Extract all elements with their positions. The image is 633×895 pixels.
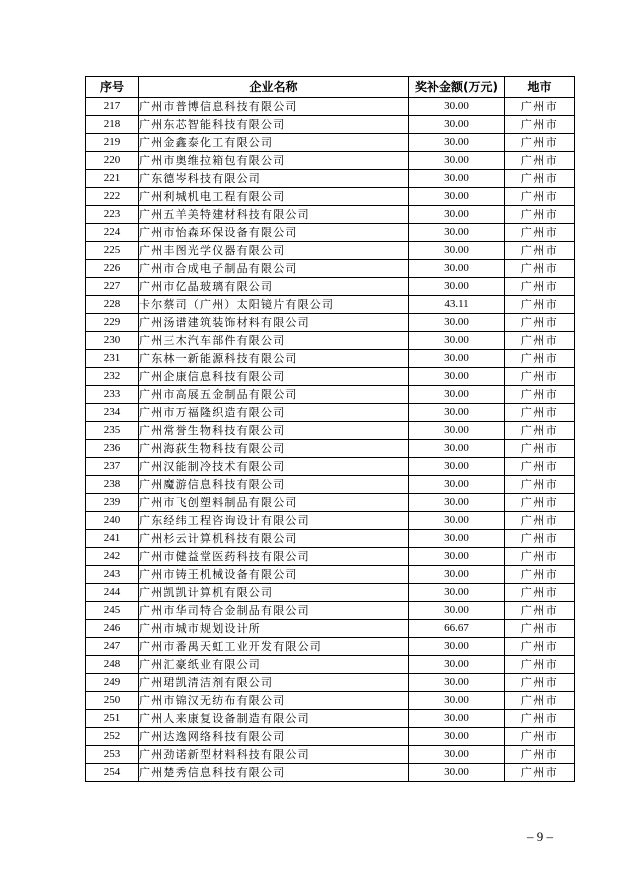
cell-company-name: 广州人来康复设备制造有限公司	[139, 710, 409, 728]
cell-no: 250	[86, 692, 139, 710]
cell-amount: 30.00	[409, 764, 505, 782]
cell-company-name: 广州东芯智能科技有限公司	[139, 116, 409, 134]
cell-city: 广州市	[505, 350, 575, 368]
header-company-name: 企业名称	[139, 77, 409, 98]
table-row	[86, 656, 575, 674]
cell-no: 231	[86, 350, 139, 368]
cell-company-name: 广州五羊美特建材科技有限公司	[139, 206, 409, 224]
table-row	[86, 710, 575, 728]
cell-city: 广州市	[505, 206, 575, 224]
table-row	[86, 566, 575, 584]
cell-company-name: 广州市飞创塑料制品有限公司	[139, 494, 409, 512]
table-row	[86, 674, 575, 692]
cell-city: 广州市	[505, 260, 575, 278]
cell-no: 217	[86, 98, 139, 116]
cell-no: 226	[86, 260, 139, 278]
cell-amount: 66.67	[409, 620, 505, 638]
cell-amount: 30.00	[409, 476, 505, 494]
cell-company-name: 广州海荻生物科技有限公司	[139, 440, 409, 458]
cell-amount: 30.00	[409, 602, 505, 620]
cell-city: 广州市	[505, 764, 575, 782]
cell-amount: 30.00	[409, 674, 505, 692]
cell-amount: 30.00	[409, 728, 505, 746]
cell-company-name: 广州市普博信息科技有限公司	[139, 98, 409, 116]
table-row	[86, 512, 575, 530]
cell-no: 235	[86, 422, 139, 440]
cell-company-name: 广州劲诺新型材料科技有限公司	[139, 746, 409, 764]
cell-amount: 30.00	[409, 206, 505, 224]
cell-city: 广州市	[505, 422, 575, 440]
cell-no: 219	[86, 134, 139, 152]
table-row	[86, 422, 575, 440]
table-header-row	[86, 77, 575, 98]
cell-city: 广州市	[505, 458, 575, 476]
table-row	[86, 116, 575, 134]
cell-city: 广州市	[505, 224, 575, 242]
cell-company-name: 广州魔游信息科技有限公司	[139, 476, 409, 494]
cell-company-name: 广州市城市规划设计所	[139, 620, 409, 638]
cell-company-name: 广州汤谱建筑装饰材料有限公司	[139, 314, 409, 332]
cell-no: 248	[86, 656, 139, 674]
table-row	[86, 152, 575, 170]
cell-city: 广州市	[505, 638, 575, 656]
cell-no: 229	[86, 314, 139, 332]
cell-no: 237	[86, 458, 139, 476]
cell-no: 245	[86, 602, 139, 620]
cell-city: 广州市	[505, 134, 575, 152]
cell-city: 广州市	[505, 692, 575, 710]
cell-city: 广州市	[505, 332, 575, 350]
table-row	[86, 764, 575, 782]
cell-amount: 30.00	[409, 134, 505, 152]
cell-city: 广州市	[505, 602, 575, 620]
cell-company-name: 广州利城机电工程有限公司	[139, 188, 409, 206]
cell-amount: 30.00	[409, 512, 505, 530]
cell-company-name: 广州汇豪纸业有限公司	[139, 656, 409, 674]
cell-company-name: 广州凯凯计算机有限公司	[139, 584, 409, 602]
cell-city: 广州市	[505, 116, 575, 134]
cell-amount: 30.00	[409, 440, 505, 458]
cell-city: 广州市	[505, 314, 575, 332]
table-row	[86, 458, 575, 476]
cell-city: 广州市	[505, 278, 575, 296]
cell-company-name: 广州市华司特合金制品有限公司	[139, 602, 409, 620]
table-row	[86, 296, 575, 314]
cell-no: 223	[86, 206, 139, 224]
cell-amount: 30.00	[409, 494, 505, 512]
cell-no: 249	[86, 674, 139, 692]
table-row	[86, 314, 575, 332]
cell-company-name: 广州珺凯清洁剂有限公司	[139, 674, 409, 692]
cell-amount: 30.00	[409, 746, 505, 764]
cell-no: 244	[86, 584, 139, 602]
table-row	[86, 530, 575, 548]
cell-city: 广州市	[505, 386, 575, 404]
cell-no: 251	[86, 710, 139, 728]
table-row	[86, 440, 575, 458]
cell-no: 218	[86, 116, 139, 134]
cell-company-name: 广州市怡森环保设备有限公司	[139, 224, 409, 242]
table-row	[86, 602, 575, 620]
cell-company-name: 广州市铸王机械设备有限公司	[139, 566, 409, 584]
cell-city: 广州市	[505, 584, 575, 602]
table-row	[86, 476, 575, 494]
table-row	[86, 728, 575, 746]
cell-company-name: 广州市锦汉无纺布有限公司	[139, 692, 409, 710]
header-no: 序号	[86, 77, 139, 98]
cell-amount: 30.00	[409, 332, 505, 350]
cell-city: 广州市	[505, 530, 575, 548]
cell-no: 227	[86, 278, 139, 296]
cell-amount: 30.00	[409, 566, 505, 584]
cell-no: 240	[86, 512, 139, 530]
cell-amount: 43.11	[409, 296, 505, 314]
cell-amount: 30.00	[409, 638, 505, 656]
cell-company-name: 广州市奥维拉箱包有限公司	[139, 152, 409, 170]
table-row	[86, 134, 575, 152]
cell-company-name: 广州市高展五金制品有限公司	[139, 386, 409, 404]
cell-city: 广州市	[505, 152, 575, 170]
table-row	[86, 548, 575, 566]
cell-company-name: 广州市番禺天虹工业开发有限公司	[139, 638, 409, 656]
cell-company-name: 广州杉云计算机科技有限公司	[139, 530, 409, 548]
cell-amount: 30.00	[409, 224, 505, 242]
cell-company-name: 广州企康信息科技有限公司	[139, 368, 409, 386]
cell-no: 225	[86, 242, 139, 260]
cell-city: 广州市	[505, 656, 575, 674]
table-row	[86, 260, 575, 278]
cell-no: 238	[86, 476, 139, 494]
table-row	[86, 242, 575, 260]
cell-company-name: 广州常誉生物科技有限公司	[139, 422, 409, 440]
cell-amount: 30.00	[409, 260, 505, 278]
header-amount: 奖补金额(万元)	[409, 77, 505, 98]
cell-no: 224	[86, 224, 139, 242]
table-row	[86, 620, 575, 638]
cell-amount: 30.00	[409, 710, 505, 728]
cell-amount: 30.00	[409, 422, 505, 440]
cell-amount: 30.00	[409, 458, 505, 476]
header-city: 地市	[505, 77, 575, 98]
cell-no: 252	[86, 728, 139, 746]
cell-amount: 30.00	[409, 386, 505, 404]
table-row	[86, 350, 575, 368]
cell-amount: 30.00	[409, 530, 505, 548]
cell-city: 广州市	[505, 296, 575, 314]
cell-no: 228	[86, 296, 139, 314]
table-row	[86, 206, 575, 224]
cell-no: 247	[86, 638, 139, 656]
cell-company-name: 广州丰图光学仪器有限公司	[139, 242, 409, 260]
cell-company-name: 广东林一新能源科技有限公司	[139, 350, 409, 368]
cell-amount: 30.00	[409, 170, 505, 188]
cell-no: 236	[86, 440, 139, 458]
cell-city: 广州市	[505, 710, 575, 728]
cell-amount: 30.00	[409, 278, 505, 296]
cell-company-name: 卡尔蔡司（广州）太阳镜片有限公司	[139, 296, 409, 314]
cell-city: 广州市	[505, 728, 575, 746]
cell-city: 广州市	[505, 620, 575, 638]
cell-no: 222	[86, 188, 139, 206]
cell-amount: 30.00	[409, 656, 505, 674]
table-row	[86, 278, 575, 296]
table-row	[86, 368, 575, 386]
cell-company-name: 广州市合成电子制品有限公司	[139, 260, 409, 278]
cell-company-name: 广州楚秀信息科技有限公司	[139, 764, 409, 782]
cell-no: 242	[86, 548, 139, 566]
cell-city: 广州市	[505, 188, 575, 206]
cell-amount: 30.00	[409, 404, 505, 422]
award-table	[85, 76, 575, 782]
table-row	[86, 692, 575, 710]
page-number: – 9 –	[527, 829, 553, 844]
cell-amount: 30.00	[409, 98, 505, 116]
cell-no: 232	[86, 368, 139, 386]
table-row	[86, 98, 575, 116]
cell-city: 广州市	[505, 242, 575, 260]
cell-no: 221	[86, 170, 139, 188]
cell-amount: 30.00	[409, 584, 505, 602]
cell-no: 241	[86, 530, 139, 548]
cell-city: 广州市	[505, 512, 575, 530]
cell-amount: 30.00	[409, 692, 505, 710]
cell-no: 246	[86, 620, 139, 638]
cell-company-name: 广州三木汽车部件有限公司	[139, 332, 409, 350]
table-row	[86, 746, 575, 764]
cell-no: 230	[86, 332, 139, 350]
cell-city: 广州市	[505, 746, 575, 764]
table-body	[86, 98, 575, 782]
cell-amount: 30.00	[409, 314, 505, 332]
cell-amount: 30.00	[409, 242, 505, 260]
cell-city: 广州市	[505, 674, 575, 692]
cell-city: 广州市	[505, 440, 575, 458]
cell-amount: 30.00	[409, 188, 505, 206]
cell-no: 253	[86, 746, 139, 764]
cell-company-name: 广州市健益堂医药科技有限公司	[139, 548, 409, 566]
table-row	[86, 188, 575, 206]
table-row	[86, 638, 575, 656]
cell-amount: 30.00	[409, 548, 505, 566]
table-row	[86, 386, 575, 404]
cell-no: 243	[86, 566, 139, 584]
cell-company-name: 广州汉能制冷技术有限公司	[139, 458, 409, 476]
table-row	[86, 494, 575, 512]
cell-amount: 30.00	[409, 152, 505, 170]
cell-company-name: 广东经纬工程咨询设计有限公司	[139, 512, 409, 530]
cell-city: 广州市	[505, 548, 575, 566]
cell-city: 广州市	[505, 476, 575, 494]
cell-city: 广州市	[505, 494, 575, 512]
cell-amount: 30.00	[409, 116, 505, 134]
cell-company-name: 广州市亿晶玻璃有限公司	[139, 278, 409, 296]
cell-no: 220	[86, 152, 139, 170]
cell-company-name: 广州市万福隆织造有限公司	[139, 404, 409, 422]
cell-company-name: 广州达逸网络科技有限公司	[139, 728, 409, 746]
cell-company-name: 广州金鑫泰化工有限公司	[139, 134, 409, 152]
table-row	[86, 224, 575, 242]
cell-no: 254	[86, 764, 139, 782]
cell-amount: 30.00	[409, 368, 505, 386]
table-row	[86, 170, 575, 188]
cell-city: 广州市	[505, 98, 575, 116]
table-row	[86, 332, 575, 350]
table-row	[86, 404, 575, 422]
cell-no: 233	[86, 386, 139, 404]
cell-no: 234	[86, 404, 139, 422]
cell-no: 239	[86, 494, 139, 512]
cell-city: 广州市	[505, 404, 575, 422]
cell-city: 广州市	[505, 368, 575, 386]
cell-amount: 30.00	[409, 350, 505, 368]
cell-company-name: 广东德岑科技有限公司	[139, 170, 409, 188]
table-row	[86, 584, 575, 602]
cell-city: 广州市	[505, 566, 575, 584]
cell-city: 广州市	[505, 170, 575, 188]
